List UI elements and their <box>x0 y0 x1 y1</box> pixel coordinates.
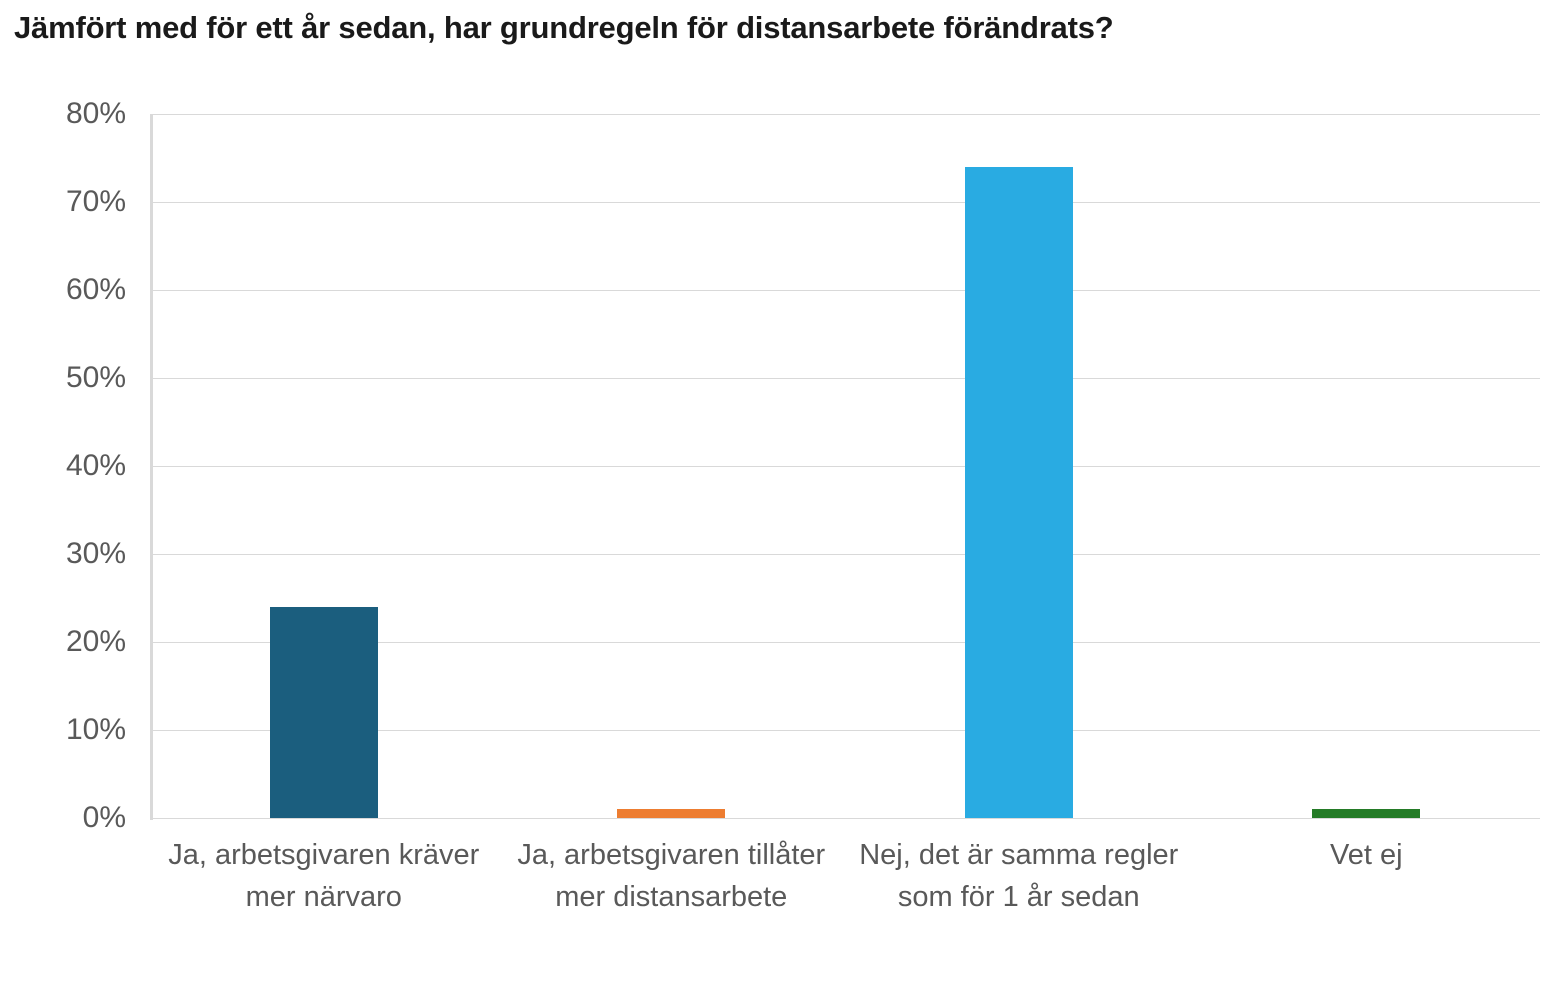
y-axis-tick-labels <box>0 97 140 834</box>
y-axis-tick-label: 30% <box>65 537 126 570</box>
x-axis-category-label: Ja, arbetsgivaren tillåter mer distansarbete <box>517 839 826 913</box>
bar-slot <box>498 114 846 818</box>
bars-layer <box>150 114 1540 818</box>
bar-slot <box>845 114 1193 818</box>
bar[interactable] <box>965 167 1073 818</box>
bar[interactable] <box>1312 809 1420 818</box>
bar-slot <box>150 114 498 818</box>
y-axis-tick-label: 40% <box>65 449 126 482</box>
x-axis-category-label: Nej, det är samma regler som för 1 år sedan <box>859 839 1179 913</box>
y-axis-tick-label: 10% <box>65 713 126 746</box>
gridline <box>150 818 1540 819</box>
bar[interactable] <box>617 809 725 818</box>
y-axis-tick-label: 70% <box>65 185 126 218</box>
y-axis-tick-label: 60% <box>65 273 126 306</box>
x-axis-category-label: Vet ej <box>1329 839 1403 871</box>
y-axis-tick-label: 0% <box>82 801 126 834</box>
bar-slot <box>1193 114 1541 818</box>
y-axis-tick-label: 20% <box>65 625 126 658</box>
chart-title: Jämfört med för ett år sedan, har grundregeln för distansarbete förändrats? <box>14 10 1114 45</box>
y-axis-tick-label: 80% <box>65 97 126 130</box>
x-axis-category-labels <box>150 834 1540 984</box>
x-axis-category-label: Ja, arbetsgivaren kräver mer närvaro <box>168 839 480 913</box>
bar[interactable] <box>270 607 378 818</box>
y-axis-tick-label: 50% <box>65 361 126 394</box>
